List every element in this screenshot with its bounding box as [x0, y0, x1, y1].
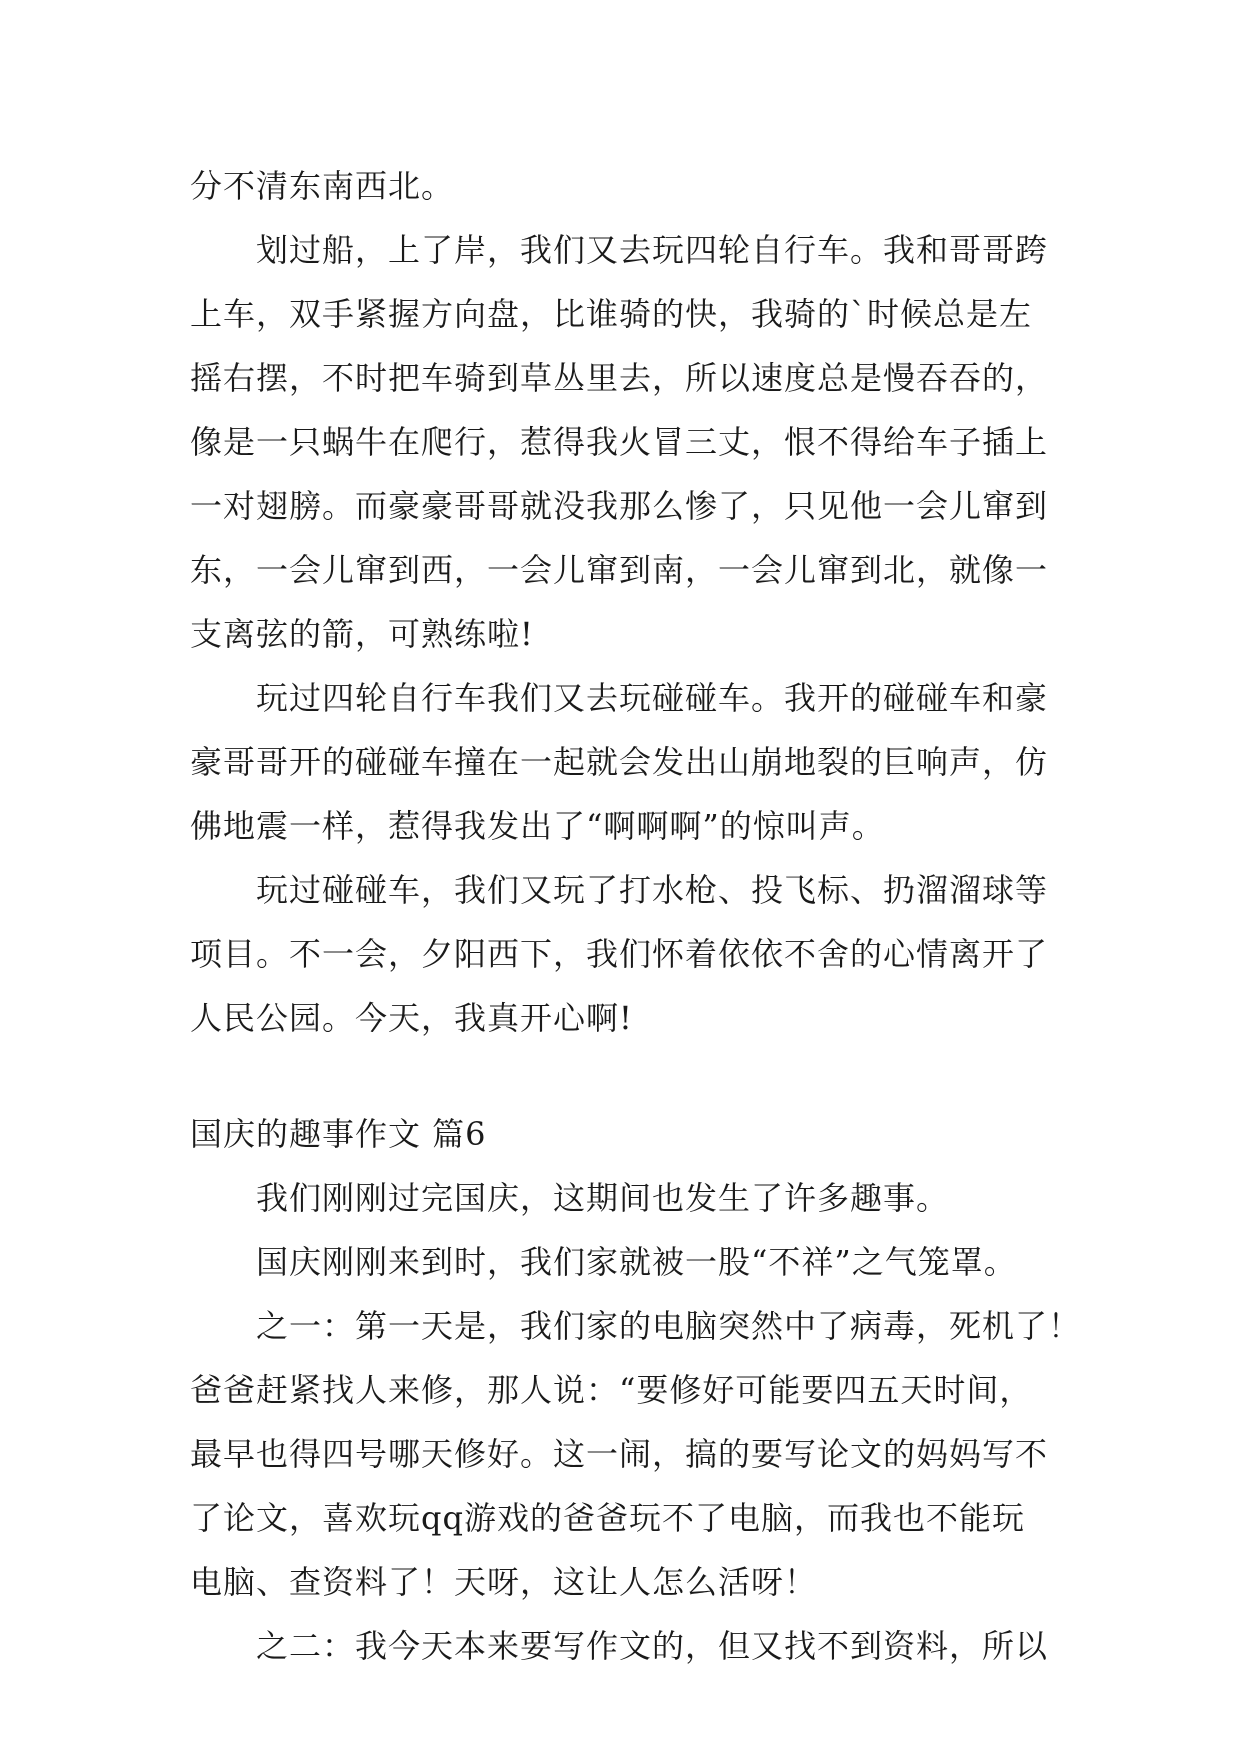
section-heading: 国庆的趣事作文 篇6 — [190, 1115, 487, 1153]
paragraph-start-line: 玩过四轮自行车我们又去玩碰碰车。我开的碰碰车和豪 — [256, 679, 1049, 717]
text-line: 了论文，喜欢玩qq游戏的爸爸玩不了电脑，而我也不能玩 — [190, 1499, 1025, 1537]
paragraph-start-line: 之一：第一天是，我们家的电脑突然中了病毒，死机了！ — [256, 1307, 1082, 1345]
paragraph-start-line: 划过船，上了岸，我们又去玩四轮自行车。我和哥哥跨 — [256, 231, 1049, 269]
text-line: 上车，双手紧握方向盘，比谁骑的快，我骑的`时候总是左 — [190, 295, 1033, 333]
text-line: 人民公园。今天，我真开心啊! — [190, 999, 633, 1037]
paragraph-start-line: 之二：我今天本来要写作文的，但又找不到资料，所以 — [256, 1627, 1049, 1665]
text-line: 东，一会儿窜到西，一会儿窜到南，一会儿窜到北，就像一 — [190, 551, 1049, 589]
paragraph-start-line: 国庆刚刚来到时，我们家就被一股“不祥”之气笼罩。 — [256, 1243, 1017, 1281]
text-line: 支离弦的箭，可熟练啦! — [190, 615, 534, 653]
text-line: 爸爸赶紧找人来修，那人说：“要修好可能要四五天时间， — [190, 1371, 1033, 1409]
text-line: 一对翅膀。而豪豪哥哥就没我那么惨了，只见他一会儿窜到 — [190, 487, 1049, 525]
text-line: 分不清东南西北。 — [190, 167, 455, 205]
text-line: 像是一只蜗牛在爬行，惹得我火冒三丈，恨不得给车子插上 — [190, 423, 1049, 461]
paragraph-start-line: 玩过碰碰车，我们又玩了打水枪、投飞标、扔溜溜球等 — [256, 871, 1049, 909]
text-line: 项目。不一会，夕阳西下，我们怀着依依不舍的心情离开了 — [190, 935, 1049, 973]
text-line: 最早也得四号哪天修好。这一闹，搞的要写论文的妈妈写不 — [190, 1435, 1049, 1473]
text-line: 佛地震一样，惹得我发出了“啊啊啊”的惊叫声。 — [190, 807, 885, 845]
text-line: 电脑、查资料了！天呀，这让人怎么活呀！ — [190, 1563, 818, 1601]
text-line: 豪哥哥开的碰碰车撞在一起就会发出山崩地裂的巨响声，仿 — [190, 743, 1049, 781]
text-line: 摇右摆，不时把车骑到草丛里去，所以速度总是慢吞吞的， — [190, 359, 1049, 397]
paragraph-start-line: 我们刚刚过完国庆，这期间也发生了许多趣事。 — [256, 1179, 950, 1217]
